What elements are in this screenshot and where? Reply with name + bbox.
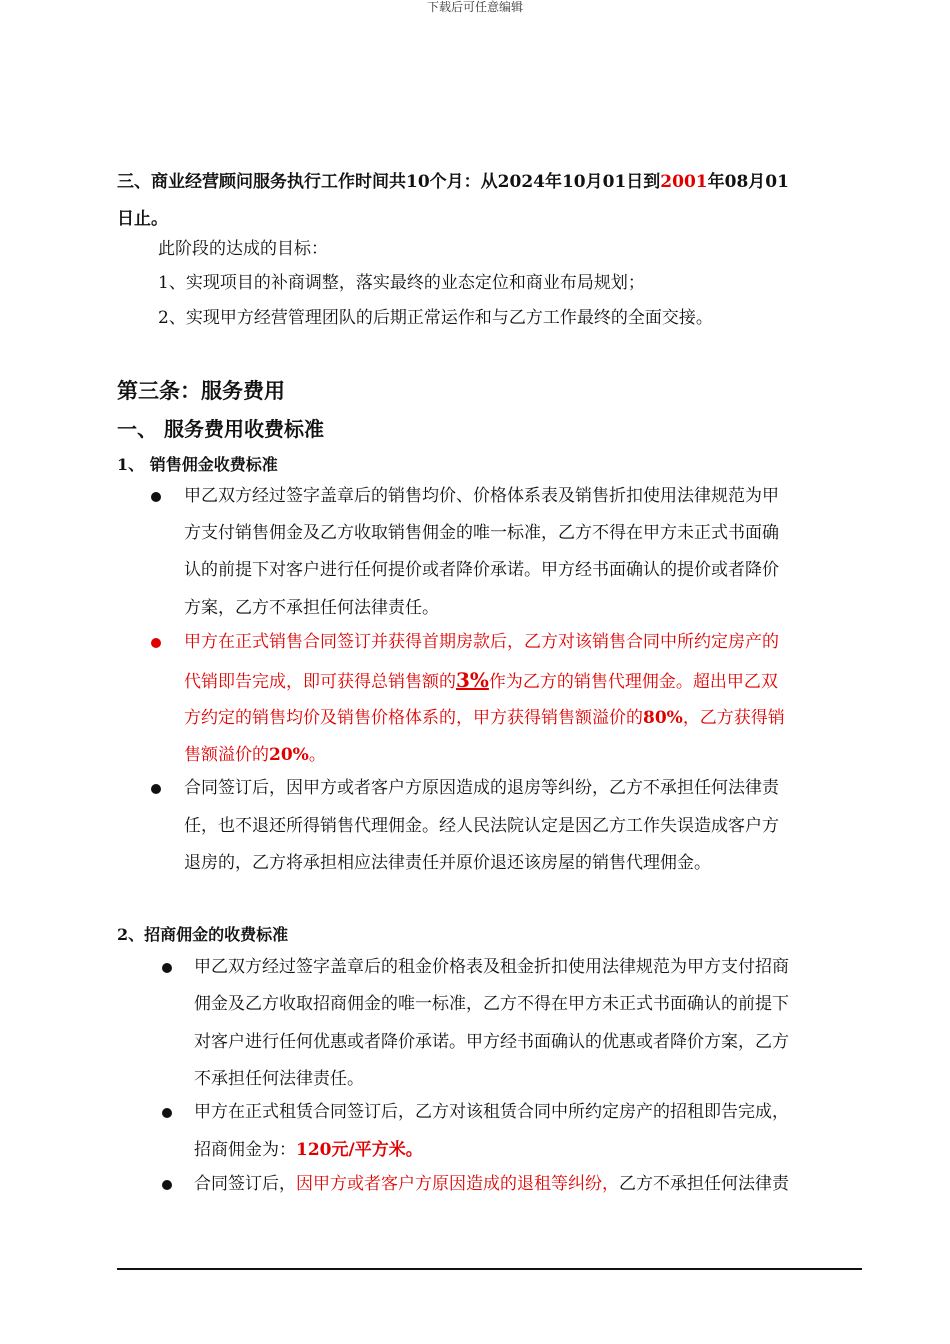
bullet-dot (151, 492, 161, 502)
sales-b2-line (184, 743, 326, 767)
sales-b3-line: 退房的，乙方将承担相应法律责任并原价退还该房屋的销售代理佣金。 (184, 853, 711, 873)
sales-b2-line (184, 706, 785, 730)
leasing-b1-line: 佣金及乙方收取招商佣金的唯一标准，乙方不得在甲方未正式书面确认的前提下 (194, 994, 789, 1014)
clause-three-line1 (117, 167, 789, 192)
clause-text: 年08月01 (707, 172, 789, 192)
clause-text: 三、商业经营顾问服务执行工作时间共10个月：从2024年10月01日到 (117, 172, 661, 192)
bullet-dot (162, 963, 172, 973)
sales-b1-line: 方案，乙方不承担任何法律责任。 (184, 598, 439, 618)
bullet-dot (162, 1108, 172, 1118)
watermark-text: 下载后可任意编辑 (426, 0, 523, 14)
leasing-fee: 120元/平方米。 (296, 1140, 423, 1160)
end-year-highlight: 2001 (660, 172, 708, 192)
bullet-dot (151, 784, 161, 794)
goal-item-2: 2、实现甲方经营管理团队的后期正常运作和与乙方工作最终的全面交接。 (158, 308, 713, 328)
clause-three-line2: 日止。 (117, 209, 168, 229)
leasing-b3-highlight: 因甲方或者客户方原因造成的退租等纠纷， (296, 1174, 619, 1194)
leasing-b3-text: 合同签订后， (194, 1174, 296, 1194)
subsection-leasing-title: 2、招商佣金的收费标准 (117, 925, 289, 944)
leasing-b2-text: 招商佣金为： (194, 1140, 296, 1160)
subsection-sales-title: 1、 销售佣金收费标准 (117, 455, 278, 474)
sales-b2-text: ，乙方获得销 (682, 708, 785, 728)
leasing-b3-line (194, 1172, 789, 1196)
leasing-b1-line: 甲乙双方经过签字盖章后的租金价格表及租金折扣使用法律规范为甲方支付招商 (194, 957, 789, 977)
sales-b1-line: 认的前提下对客户进行任何提价或者降价承诺。甲方经书面确认的提价或者降价 (184, 560, 779, 580)
bullet-dot (162, 1180, 172, 1190)
sales-b1-line: 方支付销售佣金及乙方收取销售佣金的唯一标准，乙方不得在甲方未正式书面确 (184, 523, 779, 543)
sales-b3-line: 合同签订后，因甲方或者客户方原因造成的退房等纠纷，乙方不承担任何法律责 (184, 778, 779, 798)
sales-b1-line: 甲乙双方经过签字盖章后的销售均价、价格体系表及销售折扣使用法律规范为甲 (184, 486, 779, 506)
premium-share-a: 80% (643, 708, 683, 728)
premium-share-b: 20% (269, 745, 309, 765)
sales-b2-text: 代销即告完成，即可获得总销售额的 (184, 672, 456, 692)
leasing-b2-line: 甲方在正式租赁合同签订后，乙方对该租赁合同中所约定房产的招租即告完成， (194, 1102, 789, 1122)
leasing-b1-line: 不承担任何法律责任。 (194, 1069, 364, 1089)
sales-b2-text: 作为乙方的销售代理佣金。超出甲乙双 (488, 672, 778, 692)
sales-b2-text: 。 (308, 745, 326, 765)
sales-b3-line: 任，也不退还所得销售代理佣金。经人民法院认定是因乙方工作失误造成客户方 (184, 816, 779, 836)
goal-title: 此阶段的达成的目标： (158, 239, 328, 259)
goal-item-1: 1、实现项目的补商调整，落实最终的业态定位和商业布局规划； (158, 273, 645, 293)
commission-percent: 3% (456, 668, 489, 692)
leasing-b2-line (194, 1138, 423, 1162)
sales-b2-line (184, 668, 778, 694)
section-title: 一、 服务费用收费标准 (117, 417, 324, 441)
sales-b2-text: 方约定的销售均价及销售价格体系的，甲方获得销售额溢价的 (184, 708, 643, 728)
article-title: 第三条：服务费用 (117, 378, 285, 403)
bullet-dot (151, 638, 161, 648)
footer-rule (117, 1268, 862, 1270)
leasing-b1-line: 对客户进行任何优惠或者降价承诺。甲方经书面确认的优惠或者降价方案，乙方 (194, 1032, 789, 1052)
leasing-b3-text: 乙方不承担任何法律责 (619, 1174, 789, 1194)
sales-b2-text: 售额溢价的 (184, 745, 269, 765)
sales-b2-line: 甲方在正式销售合同签订并获得首期房款后，乙方对该销售合同中所约定房产的 (184, 632, 779, 652)
